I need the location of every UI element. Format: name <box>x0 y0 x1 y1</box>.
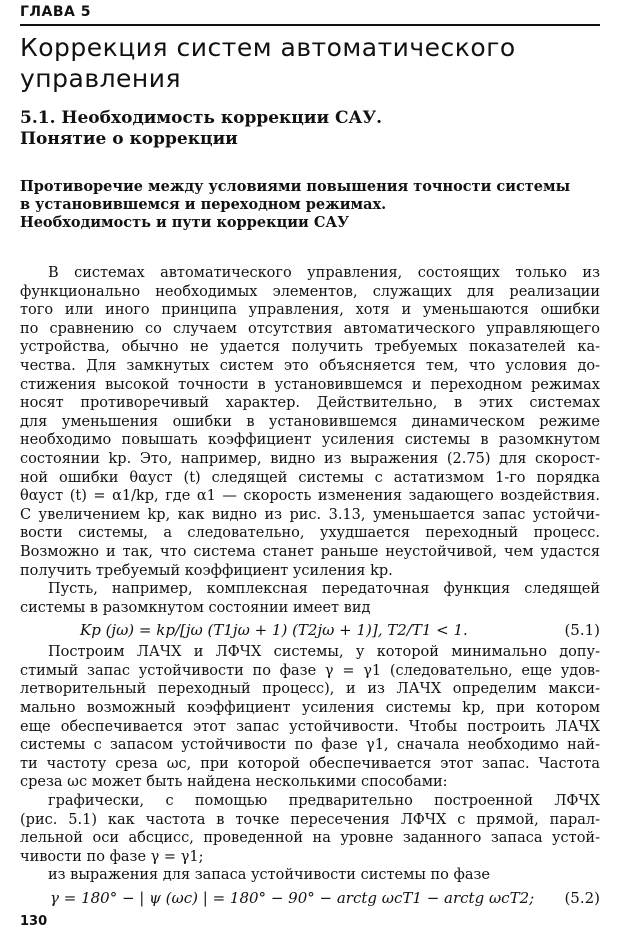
text-line: стимый запас устойчивости по фазе γ = γ1 (следовательно, еще удов- <box>20 662 600 679</box>
document-page <box>20 4 600 929</box>
text-line: графически, с помощью предварительно построенной ЛФЧХ <box>48 793 600 810</box>
subsection-title <box>20 178 600 232</box>
equation-formula: γ = 180° − | ψ (ωс) | = 180° − 90° − arctg ωсT1 − arctg ωсT2; <box>50 889 535 907</box>
header-rule <box>20 24 600 26</box>
text-line: необходимо повышать коэффициент усиления системы в разомкнутом <box>20 432 600 449</box>
text-line: получить требуемый коэффициент усиления kр. <box>20 562 393 579</box>
text-line: (рис. 5.1) как частота в точке пересечения ЛФЧХ с прямой, парал- <box>20 811 600 828</box>
equation <box>20 887 600 909</box>
text-line: среза ωс может быть найдена несколькими способами: <box>20 774 448 791</box>
subsection-title-line: Противоречие между условиями повышения точности системы <box>20 178 571 195</box>
text-line: носят противоречивый характер. Действительно, в этих системах <box>20 395 600 412</box>
text-line: мально возможный коэффициент усиления системы kр, при котором <box>20 700 600 717</box>
text-line: системы в разомкнутом состоянии имеет вид <box>20 599 371 616</box>
section-title-line: Понятие о коррекции <box>20 129 238 149</box>
text-line: того или иного принципа управления, хотя и уменьшаются ошибки <box>20 302 600 319</box>
text-line: ной ошибки θαуст (t) следящей системы с астатизмом 1-го порядка <box>20 469 600 486</box>
chapter-title-line: Коррекция систем автоматического <box>20 33 516 62</box>
paragraph <box>20 580 600 617</box>
text-line: лельной оси абсцисс, проведенной на уровне заданного запаса устой- <box>20 830 600 847</box>
section-title-line: 5.1. Необходимость коррекции САУ. <box>20 108 383 128</box>
paragraph <box>20 866 600 885</box>
equation-formula: Kр (jω) = kр/[jω (T1jω + 1) (T2jω + 1)], T2/T1 < 1. <box>80 621 468 640</box>
text-line: состоянии kр. Это, например, видно из выражения (2.75) для скорост- <box>20 450 600 467</box>
text-line: по сравнению со случаем отсутствия автоматического управляющего <box>20 320 600 337</box>
body-text <box>20 264 600 909</box>
subsection-title-line: в установившемся и переходном режимах. <box>20 196 387 213</box>
section-title <box>20 108 600 150</box>
text-line: чивости по фазе γ = γ1; <box>20 848 204 865</box>
text-line: летворительный переходный процесс), и из ЛАЧХ определим макси- <box>20 681 600 698</box>
text-line: функционально необходимых элементов, служащих для реализации <box>20 283 600 300</box>
text-line: устройства, обычно не удается получить требуемых показателей ка- <box>20 339 600 356</box>
equation-number: (5.2) <box>564 889 600 907</box>
text-line: из выражения для запаса устойчивости системы по фазе <box>48 867 491 884</box>
text-line: В системах автоматического управления, состоящих только из <box>48 265 600 281</box>
text-line: для уменьшения ошибки в установившемся динамическом режиме <box>20 413 600 430</box>
chapter-title <box>20 32 600 94</box>
text-line: С увеличением kр, как видно из рис. 3.13, уменьшается запас устойчи- <box>20 506 600 523</box>
equation-number: (5.1) <box>564 621 600 640</box>
page-number: 130 <box>20 914 48 929</box>
equation <box>20 619 600 641</box>
text-line: θαуст (t) = α1/kр, где α1 — скорость изменения задающего воздействия. <box>20 488 600 505</box>
text-line: системы с запасом устойчивости по фазе γ1, сначала необходимо най- <box>20 737 600 754</box>
text-line: стижения высокой точности в установившемся и переходном режимах <box>20 376 600 393</box>
text-line: чества. Для замкнутых систем это объясняется тем, что условия до- <box>20 357 600 374</box>
text-line: Пусть, например, комплексная передаточная функция следящей <box>48 581 600 598</box>
text-line: Построим ЛАЧХ и ЛФЧХ системы, у которой минимально допу- <box>48 644 600 661</box>
chapter-title-line: управления <box>20 64 182 93</box>
subsection-title-line: Необходимость и пути коррекции САУ <box>20 214 349 231</box>
text-line: вости системы, а следовательно, ухудшается переходный процесс. <box>20 525 600 542</box>
text-line: Возможно и так, что система станет раньше неустойчивой, чем удастся <box>20 543 600 560</box>
paragraph <box>20 643 600 792</box>
paragraph <box>20 264 600 580</box>
paragraph <box>20 792 600 866</box>
chapter-label: ГЛАВА 5 <box>20 4 92 20</box>
text-line: еще обеспечивается этот запас устойчивости. Чтобы построить ЛАЧХ <box>20 718 600 735</box>
text-line: ти частоту среза ωс, при которой обеспечивается этот запас. Частота <box>20 755 600 772</box>
